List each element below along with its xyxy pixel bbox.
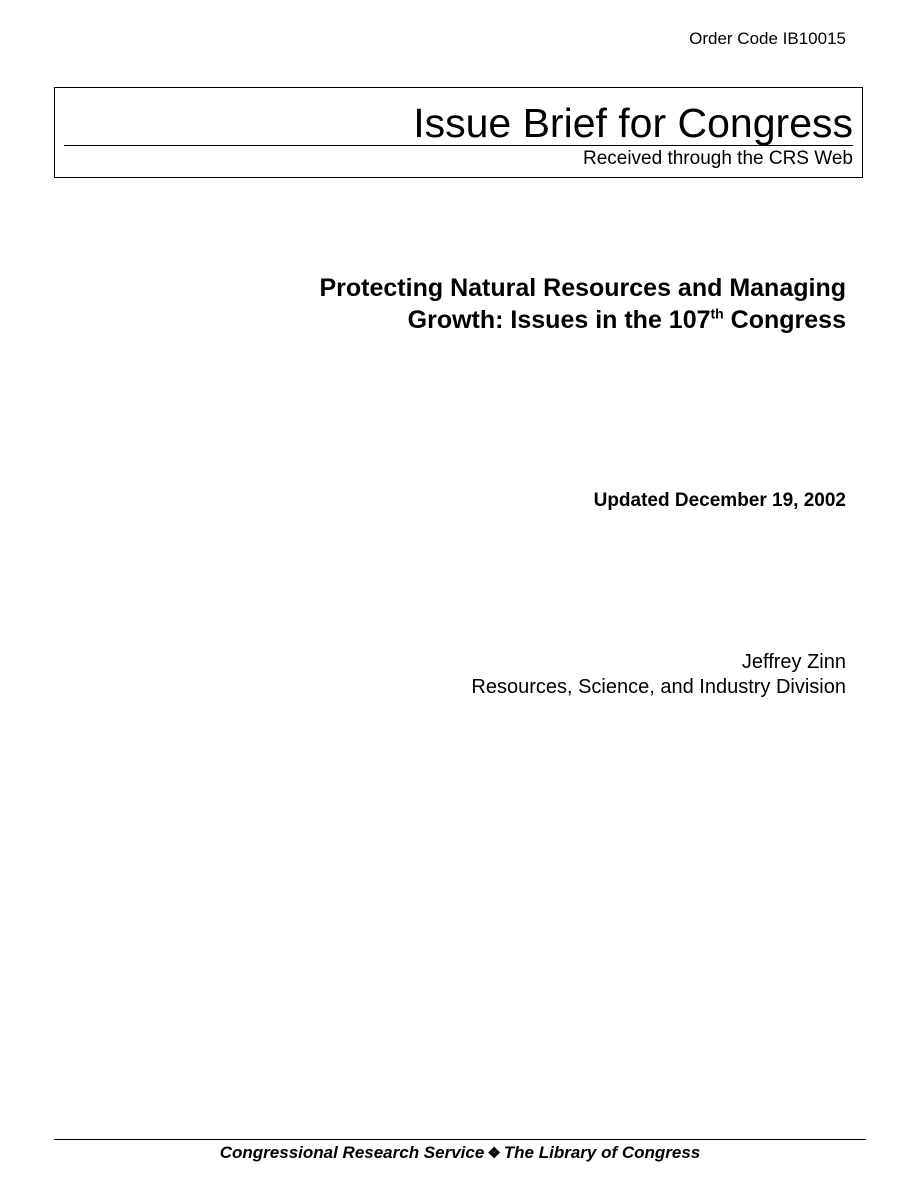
document-title-line-1: Protecting Natural Resources and Managing — [319, 274, 846, 302]
author-division: Resources, Science, and Industry Division — [471, 676, 846, 698]
header-divider — [64, 145, 853, 146]
header-title: Issue Brief for Congress — [413, 100, 853, 146]
document-title-line-2 — [146, 304, 846, 336]
header-box — [54, 87, 863, 178]
title-ordinal-suffix: th — [710, 305, 724, 322]
diamond-icon: ❖ — [487, 1145, 501, 1162]
author-block — [471, 650, 846, 700]
order-code: Order Code IB10015 — [689, 29, 846, 48]
author-name: Jeffrey Zinn — [741, 651, 846, 673]
header-subtitle: Received through the CRS Web — [582, 148, 853, 169]
footer-publisher: Congressional Research Service — [219, 1143, 485, 1162]
title-line-2-prefix: Growth: Issues in the 107 — [407, 306, 711, 334]
footer — [0, 1142, 920, 1165]
title-line-2-suffix: Congress — [723, 306, 846, 334]
document-title — [146, 272, 846, 336]
updated-date: Updated December 19, 2002 — [593, 490, 846, 511]
footer-library: The Library of Congress — [503, 1143, 701, 1162]
footer-divider — [54, 1139, 866, 1140]
